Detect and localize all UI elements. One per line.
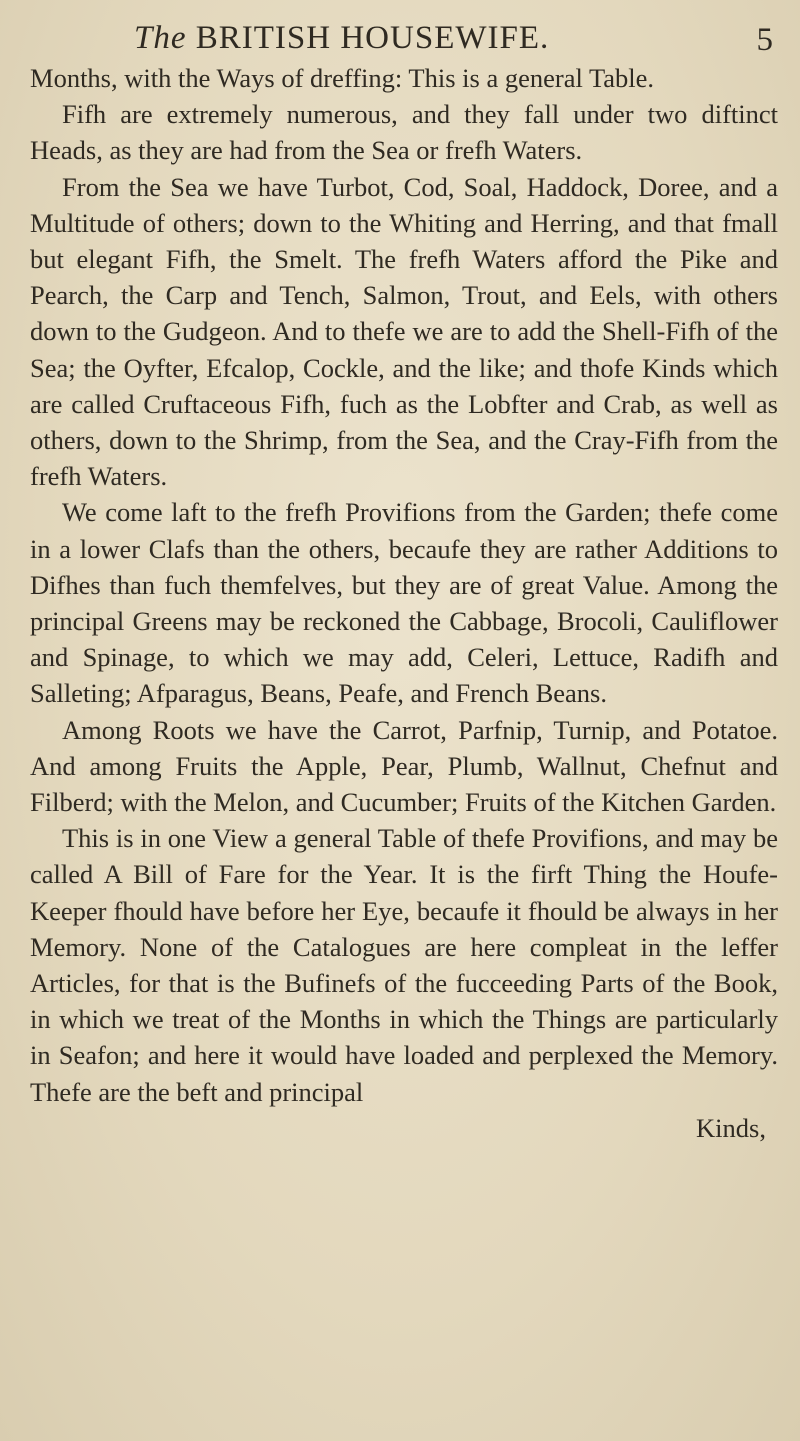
running-head [30,20,778,60]
paragraph-bill-of-fare: This is in one View a general Table of thefe Provifions, and may be called A Bill of Fare for the Year. It is the firft Thing the Houfe-Keeper fhould have before her Eye, becaufe it fhould be always in her Memory. None of the Catalogues are here compleat in the leffer Articles, for that is the Bufinefs of the fucceeding Parts of the Book, in which we treat of the Months in which the Things are particularly in Seafon; and here it would have loaded and perplexed the Memory. Thefe are the beft and principal [30,823,778,1107]
body-text [30,60,778,1110]
paragraph-fish-intro: Fifh are extremely numerous, and they fall under two diftinct Heads, as they are had from the Sea or frefh Waters. [30,99,778,166]
running-title-article: The [134,20,187,56]
catchword: Kinds, [696,1112,766,1143]
paragraph-continued: Months, with the Ways of dreffing: This is a general Table. [30,63,655,93]
paragraph-fish-kinds: From the Sea we have Turbot, Cod, Soal, Haddock, Doree, and a Multitude of others; down to the Whiting and Herring, and that fmall but elegant Fifh, the Smelt. The frefh Waters afford the Pike and Pearch, the Carp and Tench, Salmon, Trout, and Eels, with others down to the Gudgeon. And to thefe we are to add the Shell-Fifh of the Sea; the Oyfter, Efcalop, Cockle, and the like; and thofe Kinds which are called Cruftaceous Fifh, fuch as the Lobfter and Crab, as well as others, down to the Shrimp, from the Sea, and the Cray-Fifh from the frefh Waters. [30,171,778,492]
running-title-text: BRITISH HOUSEWIFE. [195,20,550,56]
paragraph-roots-fruits: Among Roots we have the Carrot, Parfnip, Turnip, and Potatoe. And among Fruits the Apple, Pear, Plumb, Wallnut, Chefnut and Filberd; with the Melon, and Cucumber; Fruits of the Kitchen Garden. [30,714,778,818]
book-page [30,20,778,1146]
paragraph-garden: We come laft to the frefh Provifions from the Garden; thefe come in a lower Clafs than the others, becaufe they are rather Additions to Difhes than fuch themfelves, but they are of great Value. Among the principal Greens may be reckoned the Cabbage, Brocoli, Cauliflower and Spinage, to which we may add, Celeri, Lettuce, Radifh and Salleting; Afparagus, Beans, Peafe, and French Beans. [30,497,778,709]
page-number: 5 [756,22,774,58]
running-title [134,20,549,57]
